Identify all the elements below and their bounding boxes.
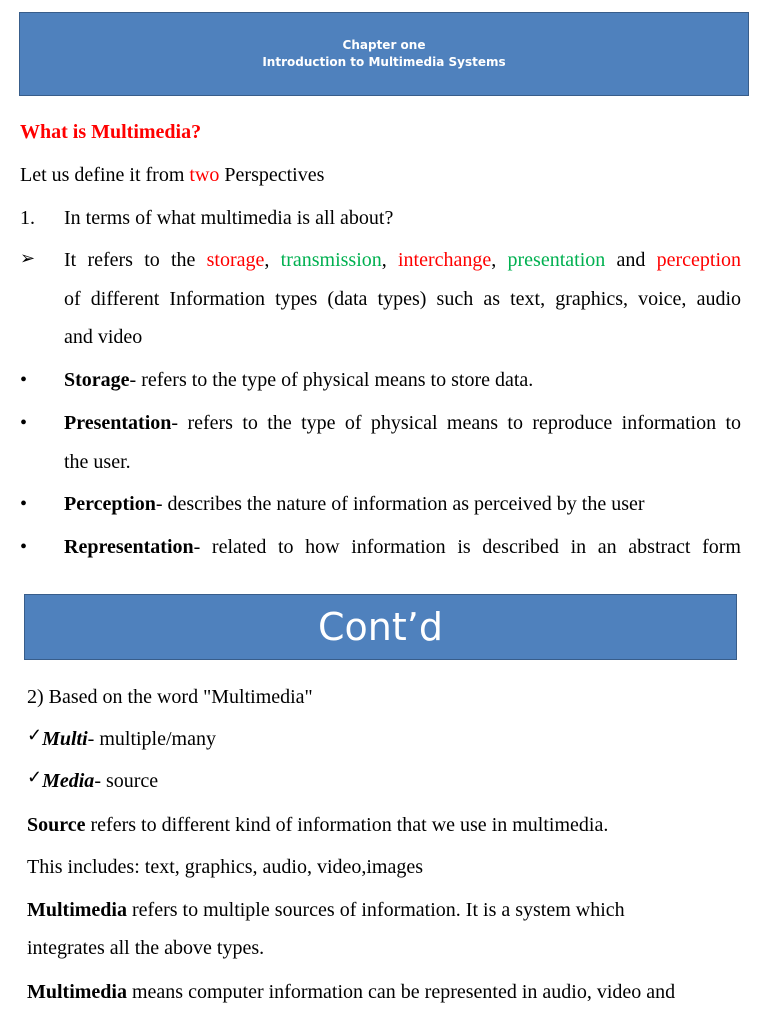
- bullet-icon: •: [20, 536, 28, 558]
- word-basis-line: 2) Based on the word "Multimedia": [27, 686, 313, 708]
- slide-title: Cont’d: [318, 605, 443, 649]
- bullet-presentation: Presentation- refers to the type of physical means to reproduce information to: [64, 412, 741, 434]
- multi-line: ✓Multi- multiple/many: [27, 725, 216, 750]
- multimedia-def-1: Multimedia refers to multiple sources of information. It is a system which: [27, 899, 625, 921]
- media-line: ✓Media- source: [27, 767, 159, 792]
- chapter-subtitle: Introduction to Multimedia Systems: [262, 55, 506, 69]
- bullet-presentation-cont: the user.: [64, 451, 131, 473]
- source-line: Source refers to different kind of information that we use in multimedia.: [27, 814, 609, 836]
- bullet-representation: Representation- related to how information is described in an abstract form: [64, 536, 741, 558]
- contd-title-banner: [24, 594, 737, 660]
- refers-line-1: It refers to the storage, transmission, interchange, presentation and perception: [64, 249, 742, 271]
- bullet-perception: Perception- describes the nature of information as perceived by the user: [64, 493, 645, 515]
- bullet-icon: •: [20, 493, 28, 515]
- refers-line-3: and video: [64, 326, 143, 348]
- bullet-icon: •: [20, 412, 28, 434]
- chapter-label: Chapter one: [342, 38, 426, 52]
- term-interchange: interchange: [398, 249, 492, 271]
- intro-highlight: two: [189, 164, 220, 186]
- bullet-storage: Storage- refers to the type of physical means to store data.: [64, 369, 534, 391]
- arrow-bullet-icon: ➢: [20, 248, 36, 268]
- checkmark-icon: ✓: [27, 725, 43, 745]
- item-number: 1.: [20, 207, 35, 229]
- includes-line: This includes: text, graphics, audio, video,images: [27, 856, 424, 878]
- checkmark-icon: ✓: [27, 767, 43, 787]
- multimedia-def-2: Multimedia means computer information can be represented in audio, video and: [27, 981, 676, 1003]
- item1-text: In terms of what multimedia is all about?: [64, 207, 394, 229]
- term-transmission: transmission: [280, 249, 382, 271]
- term-storage: storage: [206, 249, 265, 271]
- term-presentation: presentation: [507, 249, 606, 271]
- intro-line: Let us define it from two Perspectives: [20, 164, 325, 186]
- chapter-title-banner: [19, 12, 749, 96]
- multimedia-def-1-cont: integrates all the above types.: [27, 937, 265, 959]
- term-perception: perception: [656, 249, 742, 271]
- section-heading: What is Multimedia?: [20, 121, 202, 143]
- refers-line-2: of different Information types (data types) such as text, graphics, voice, audio: [64, 288, 741, 310]
- bullet-icon: •: [20, 369, 28, 391]
